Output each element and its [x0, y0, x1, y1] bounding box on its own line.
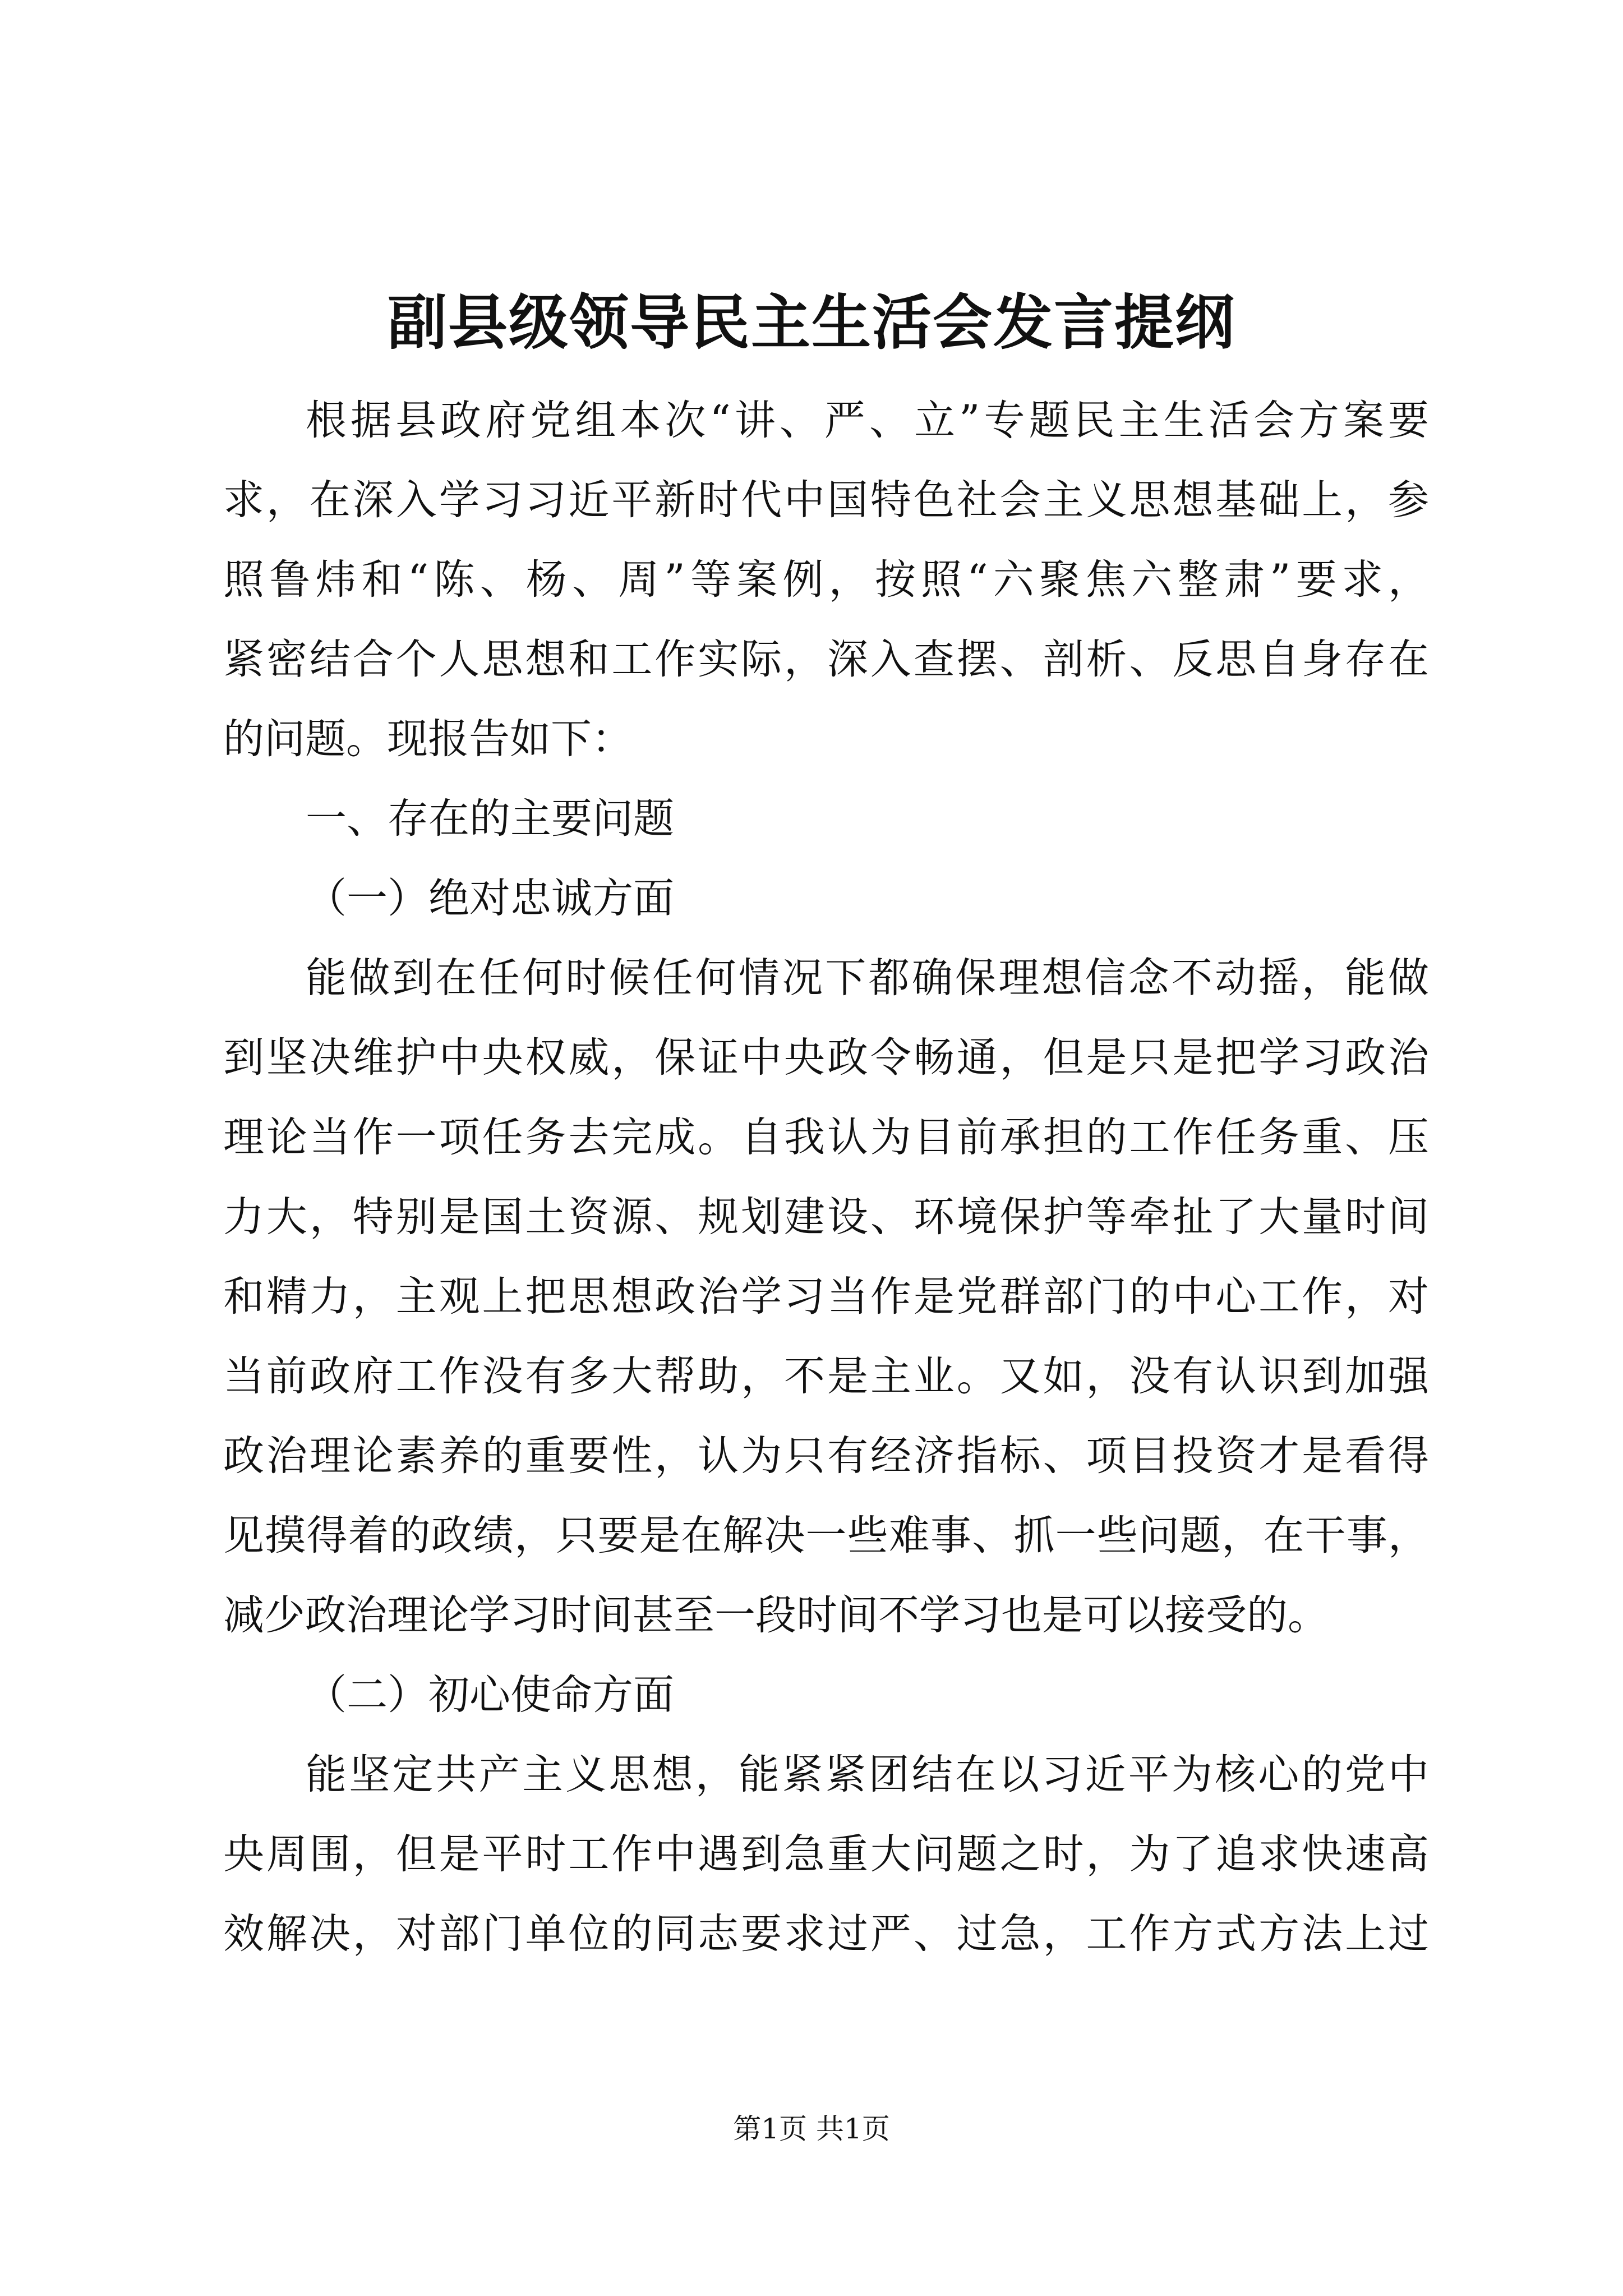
text-line: 照鲁炜和“陈、杨、周”等案例，按照“六聚焦六整肃”要求， [223, 556, 1429, 604]
page-footer: 第1页 共1页 [733, 2113, 890, 2145]
text-line: 政治理论素养的重要性，认为只有经济指标、项目投资才是看得 [223, 1432, 1429, 1480]
text-line: 紧密结合个人思想和工作实际，深入查摆、剖析、反思自身存在 [223, 636, 1429, 683]
text-line: 能做到在任何时候任何情况下都确保理想信念不动摇，能做 [306, 954, 1429, 1002]
section-heading: 一、存在的主要问题 [306, 795, 674, 843]
text-line: 根据县政府党组本次“讲、严、立”专题民主生活会方案要 [306, 397, 1429, 444]
text-line: 效解决，对部门单位的同志要求过严、过急，工作方式方法上过 [223, 1910, 1429, 1958]
text-line: 的问题。现报告如下： [223, 715, 633, 763]
text-line: 能坚定共产主义思想，能紧紧团结在以习近平为核心的党中 [306, 1751, 1429, 1798]
subsection-heading: （一）绝对忠诚方面 [306, 875, 674, 922]
text-line: 和精力，主观上把思想政治学习当作是党群部门的中心工作，对 [223, 1273, 1429, 1320]
text-line: 求，在深入学习习近平新时代中国特色社会主义思想基础上，参 [223, 476, 1429, 524]
text-line: 央周围，但是平时工作中遇到急重大问题之时，为了追求快速高 [223, 1830, 1429, 1878]
document-title: 副县级领导民主生活会发言提纲 [388, 287, 1235, 357]
text-line: 减少政治理论学习时间甚至一段时间不学习也是可以接受的。 [223, 1591, 1329, 1639]
text-line: 到坚决维护中央权威，保证中央政令畅通，但是只是把学习政治 [223, 1034, 1429, 1082]
text-line: 力大，特别是国土资源、规划建设、环境保护等牵扯了大量时间 [223, 1193, 1429, 1241]
text-line: 理论当作一项任务去完成。自我认为目前承担的工作任务重、压 [223, 1114, 1429, 1161]
text-line: 当前政府工作没有多大帮助，不是主业。又如，没有认识到加强 [223, 1352, 1429, 1400]
subsection-heading: （二）初心使命方面 [306, 1671, 674, 1719]
text-line: 见摸得着的政绩，只要是在解决一些难事、抓一些问题，在干事， [223, 1512, 1429, 1559]
